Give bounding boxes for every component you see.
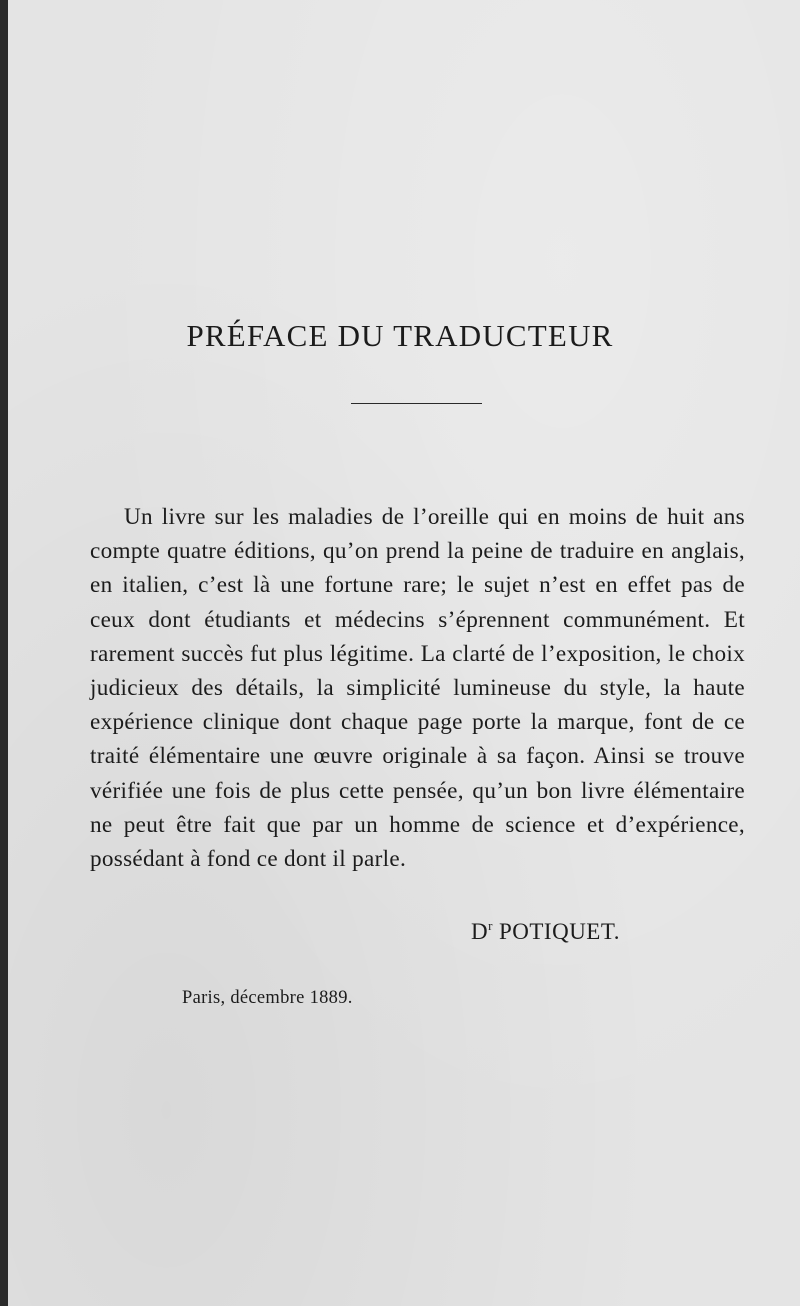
preface-paragraph: Un livre sur les maladies de l’oreille qui en moins de huit ans compte quatre éditions, qu’on prend la peine de traduire en anglais, en italien, c’est là une fortune rare; le sujet n’est en effet pas de ceux dont étudiants et médecins s’éprennent communément. Et rarement succès fut plus légitime. La clarté de l’exposition, le choix judicieux des détails, la simplicité lumineuse du style, la haute expérience clinique dont chaque page porte la marque, font de ce traité élémentaire une œuvre originale à sa façon. Ainsi se trouve vérifiée une fois de plus cette pensée, qu’un bon livre élémentaire ne peut être fait que par un homme de science et d’expérience, possédant à fond ce dont il parle. <box>90 504 745 873</box>
signature-prefix: D <box>471 919 489 944</box>
author-signature <box>471 918 620 945</box>
book-page <box>8 0 800 1306</box>
signature-name: POTIQUET. <box>498 919 620 944</box>
page-title: PRÉFACE DU TRADUCTEUR <box>186 318 614 353</box>
title-divider <box>351 403 482 404</box>
signature-superscript: r <box>488 918 493 933</box>
place-and-date: Paris, décembre 1889. <box>182 988 353 1008</box>
